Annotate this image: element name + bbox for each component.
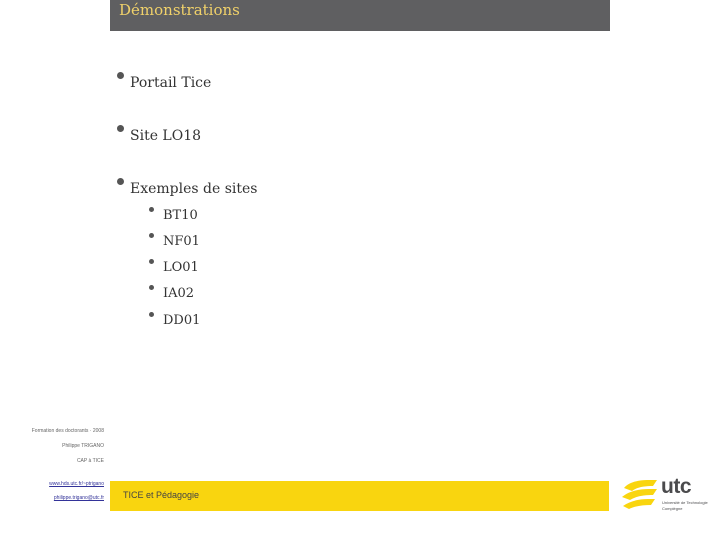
sub-item-label: LO01 bbox=[163, 260, 199, 275]
bullet-icon bbox=[149, 259, 154, 264]
bullet-icon bbox=[117, 178, 124, 185]
bullet-label: Portail Tice bbox=[130, 75, 212, 91]
sidebar-unit: CAP à TICE bbox=[76, 458, 104, 464]
utc-logo-mark-icon bbox=[621, 477, 659, 509]
sub-item-label: NF01 bbox=[163, 234, 200, 249]
sub-item-nf01[interactable] bbox=[149, 233, 200, 249]
bullet-icon bbox=[149, 207, 154, 212]
sub-item-ia02[interactable] bbox=[149, 285, 194, 301]
sub-item-label: BT10 bbox=[163, 208, 198, 223]
sub-item-lo01[interactable] bbox=[149, 259, 199, 275]
bullet-item-portail-tice[interactable] bbox=[117, 72, 211, 91]
sub-item-label: IA02 bbox=[163, 286, 195, 301]
sub-item-label: DD01 bbox=[163, 313, 201, 328]
logo-wordmark: utc bbox=[661, 475, 691, 498]
sub-item-bt10[interactable] bbox=[149, 207, 198, 223]
bullet-icon bbox=[117, 72, 124, 79]
title-bar bbox=[110, 0, 610, 31]
bullet-icon bbox=[117, 125, 124, 132]
sidebar-website-link[interactable]: www.hds.utc.fr/~ptrigano bbox=[49, 481, 104, 487]
bullet-icon bbox=[149, 285, 154, 290]
bullet-item-site-lo18[interactable] bbox=[117, 125, 201, 144]
footer-bar bbox=[110, 481, 609, 511]
logo-subtitle-line2: Compiègne bbox=[662, 506, 683, 511]
sidebar-email-link[interactable]: philippe.trigano@utc.fr bbox=[53, 495, 104, 501]
sidebar-course-line: Formation des doctorants · 2008 bbox=[31, 428, 104, 434]
bullet-label: Exemples de sites bbox=[130, 181, 258, 197]
bullet-item-exemples[interactable] bbox=[117, 178, 258, 197]
bullet-label: Site LO18 bbox=[130, 128, 202, 144]
bullet-icon bbox=[149, 312, 154, 317]
sidebar-author: Philippe TRIGANO bbox=[62, 443, 104, 449]
footer-label: TICE et Pédagogie bbox=[123, 490, 200, 500]
sub-item-dd01[interactable] bbox=[149, 312, 200, 328]
slide-title: Démonstrations bbox=[119, 1, 240, 19]
bullet-icon bbox=[149, 233, 154, 238]
utc-logo bbox=[621, 475, 711, 513]
logo-subtitle-line1: Université de Technologie bbox=[662, 500, 708, 505]
